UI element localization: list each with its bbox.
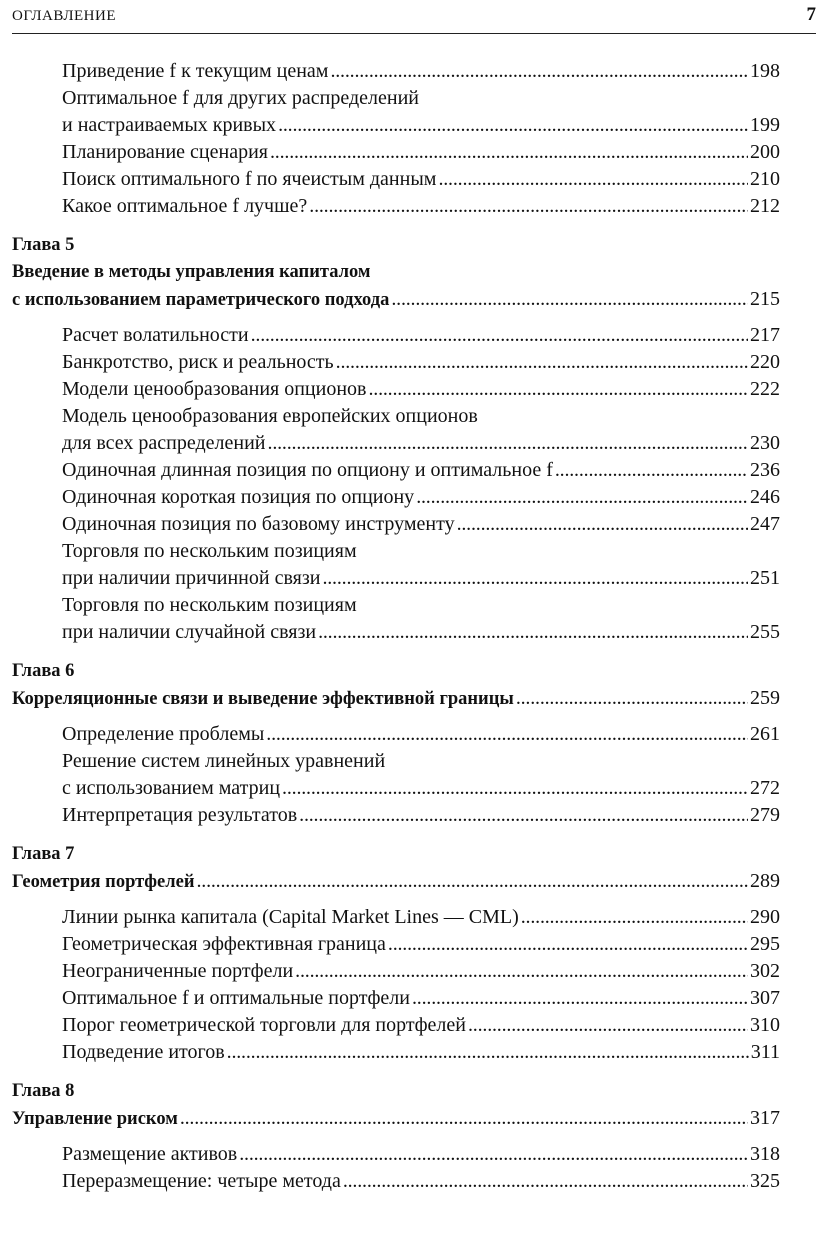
toc-page-number: 255: [750, 621, 780, 643]
toc-entry[interactable]: [12, 721, 780, 748]
dot-leader: [516, 685, 748, 712]
intro-section: [12, 58, 780, 220]
toc-page-number: 220: [750, 351, 780, 373]
toc-page-number: 210: [750, 168, 780, 190]
running-header-title: ОГЛАВЛЕНИЕ: [12, 8, 116, 24]
toc-page-number: 200: [750, 141, 780, 163]
toc-entry[interactable]: [12, 349, 780, 376]
chapter-label: Глава 8: [12, 1081, 75, 1101]
toc-entry-line: Оптимальное f для других распределений: [62, 87, 420, 109]
toc-entry[interactable]: [12, 931, 780, 958]
toc-page-number: 212: [750, 195, 780, 217]
toc-page-number: 230: [750, 432, 780, 454]
spacer: [12, 1133, 780, 1141]
spacer: [12, 896, 780, 904]
dot-leader: [282, 775, 748, 802]
toc-entry-title: Одиночная позиция по базовому инструменту: [62, 513, 455, 535]
dot-leader: [457, 511, 748, 538]
chapter-title-line: Введение в методы управления капиталом: [12, 262, 371, 282]
toc-entry[interactable]: [12, 802, 780, 829]
chapter-section: [12, 841, 780, 1066]
toc-entry-title: Оптимальное f и оптимальные портфели: [62, 987, 410, 1009]
chapter-label: Глава 5: [12, 235, 75, 255]
toc-entry[interactable]: [12, 430, 780, 457]
toc-entry-title: Приведение f к текущим ценам: [62, 60, 329, 82]
toc-entry[interactable]: [12, 565, 780, 592]
chapter-title-entry[interactable]: [12, 868, 780, 896]
dot-leader: [438, 166, 748, 193]
dot-leader: [318, 619, 748, 646]
dot-leader: [268, 430, 748, 457]
toc-entry-title: Порог геометрической торговли для портфелей: [62, 1014, 466, 1036]
dot-leader: [309, 193, 748, 220]
dot-leader: [278, 112, 748, 139]
toc-entry-title: Определение проблемы: [62, 723, 265, 745]
spacer: [12, 314, 780, 322]
dot-leader: [368, 376, 748, 403]
toc-page-number: 247: [750, 513, 780, 535]
toc-page-number: 259: [750, 687, 780, 709]
dot-leader: [336, 349, 748, 376]
toc-page-number: 317: [750, 1107, 780, 1129]
toc-entry-title: Одиночная длинная позиция по опциону и оптимальное f: [62, 459, 553, 481]
toc-entry[interactable]: [12, 775, 780, 802]
toc-entry-line: Решение систем линейных уравнений: [62, 750, 386, 772]
toc-entry-title: Банкротство, риск и реальность: [62, 351, 334, 373]
dot-leader: [343, 1168, 748, 1195]
toc-entry[interactable]: [12, 1039, 780, 1066]
toc-entry-title: Интерпретация результатов: [62, 804, 298, 826]
toc-entry-title: Переразмещение: четыре метода: [62, 1170, 341, 1192]
toc-page-number: 302: [750, 960, 780, 982]
toc-page-number: 307: [750, 987, 780, 1009]
dot-leader: [468, 1012, 748, 1039]
chapter-title-text: Управление риском: [12, 1109, 178, 1129]
toc-entry-title: при наличии причинной связи: [62, 567, 321, 589]
toc-page-number: 279: [750, 804, 780, 826]
toc-entry[interactable]: [12, 322, 780, 349]
chapter-title-entry[interactable]: [12, 1105, 780, 1133]
chapter-title-text: Корреляционные связи и выведение эффективной границы: [12, 689, 514, 709]
toc-page-number: 272: [750, 777, 780, 799]
dot-leader: [388, 931, 748, 958]
toc-entry[interactable]: [12, 457, 780, 484]
toc-entry[interactable]: [12, 112, 780, 139]
chapter-title-entry[interactable]: [12, 286, 780, 314]
toc-page-number: 261: [750, 723, 780, 745]
spacer: [12, 713, 780, 721]
toc-entry[interactable]: [12, 193, 780, 220]
dot-leader: [227, 1039, 749, 1066]
toc-entry-title: Какое оптимальное f лучше?: [62, 195, 308, 217]
chapter-title-text: с использованием параметрического подхода: [12, 290, 390, 310]
toc-page-number: 290: [750, 906, 780, 928]
toc-entry-title: при наличии случайной связи: [62, 621, 317, 643]
chapter-title-entry[interactable]: [12, 685, 780, 713]
dot-leader: [391, 286, 748, 313]
toc-page-number: 289: [750, 870, 780, 892]
dot-leader: [412, 985, 748, 1012]
chapter-section: [12, 658, 780, 829]
toc-entry-title: Планирование сценария: [62, 141, 268, 163]
toc-entry[interactable]: [12, 619, 780, 646]
toc-entry-title: Размещение активов: [62, 1143, 238, 1165]
toc-page-number: 246: [750, 486, 780, 508]
chapter-section: [12, 232, 780, 646]
toc-entry-line: Торговля по нескольким позициям: [62, 594, 357, 616]
dot-leader: [295, 958, 748, 985]
chapter-label: Глава 6: [12, 661, 75, 681]
toc-entry-title: Расчет волатильности: [62, 324, 249, 346]
chapter-section: [12, 1078, 780, 1195]
toc-page-number: 236: [750, 459, 780, 481]
dot-leader: [416, 484, 748, 511]
toc-entry-title: Неограниченные портфели: [62, 960, 294, 982]
dot-leader: [180, 1105, 748, 1132]
toc-entry[interactable]: [12, 484, 780, 511]
toc-page-number: 295: [750, 933, 780, 955]
toc-entry[interactable]: [12, 904, 780, 931]
toc-entry[interactable]: [12, 511, 780, 538]
toc-page-number: 251: [750, 567, 780, 589]
toc-entry-line: Модель ценообразования европейских опционов: [62, 405, 478, 427]
toc-page-number: 318: [750, 1143, 780, 1165]
toc-entry[interactable]: [12, 376, 780, 403]
toc-entry[interactable]: [12, 1141, 780, 1168]
toc-entry-title: Линии рынка капитала (Capital Market Lines — CML): [62, 906, 519, 928]
toc-entry[interactable]: [12, 985, 780, 1012]
toc-page-number: 215: [750, 288, 780, 310]
table-of-contents: [12, 58, 780, 1205]
toc-entry-title: с использованием матриц: [62, 777, 281, 799]
toc-entry[interactable]: [12, 166, 780, 193]
toc-entry-title: Одиночная короткая позиция по опциону: [62, 486, 415, 508]
dot-leader: [270, 139, 748, 166]
dot-leader: [239, 1141, 748, 1168]
dot-leader: [196, 868, 748, 895]
dot-leader: [251, 322, 748, 349]
chapter-title-text: Геометрия портфелей: [12, 872, 195, 892]
page-number: 7: [806, 4, 816, 25]
toc-page-number: 198: [750, 60, 780, 82]
chapter-label: Глава 7: [12, 844, 75, 864]
dot-leader: [521, 904, 748, 931]
dot-leader: [330, 58, 748, 85]
dot-leader: [555, 457, 748, 484]
toc-entry-title: Геометрическая эффективная граница: [62, 933, 386, 955]
toc-page-number: 311: [750, 1041, 780, 1063]
dot-leader: [266, 721, 748, 748]
toc-page-number: 325: [750, 1170, 780, 1192]
toc-entry-title: Подведение итогов: [62, 1041, 225, 1063]
toc-page-number: 310: [750, 1014, 780, 1036]
toc-page-number: 199: [750, 114, 780, 136]
toc-entry[interactable]: [12, 958, 780, 985]
toc-entry[interactable]: [12, 1012, 780, 1039]
toc-entry[interactable]: [12, 58, 780, 85]
toc-entry[interactable]: [12, 1168, 780, 1195]
toc-entry-title: для всех распределений: [62, 432, 266, 454]
dot-leader: [299, 802, 748, 829]
toc-page-number: 217: [750, 324, 780, 346]
toc-entry-title: и настраиваемых кривых: [62, 114, 277, 136]
toc-entry[interactable]: [12, 139, 780, 166]
running-header: [12, 0, 816, 34]
toc-page-number: 222: [750, 378, 780, 400]
dot-leader: [322, 565, 748, 592]
toc-entry-title: Поиск оптимального f по ячеистым данным: [62, 168, 437, 190]
toc-entry-title: Модели ценообразования опционов: [62, 378, 367, 400]
toc-entry-line: Торговля по нескольким позициям: [62, 540, 357, 562]
